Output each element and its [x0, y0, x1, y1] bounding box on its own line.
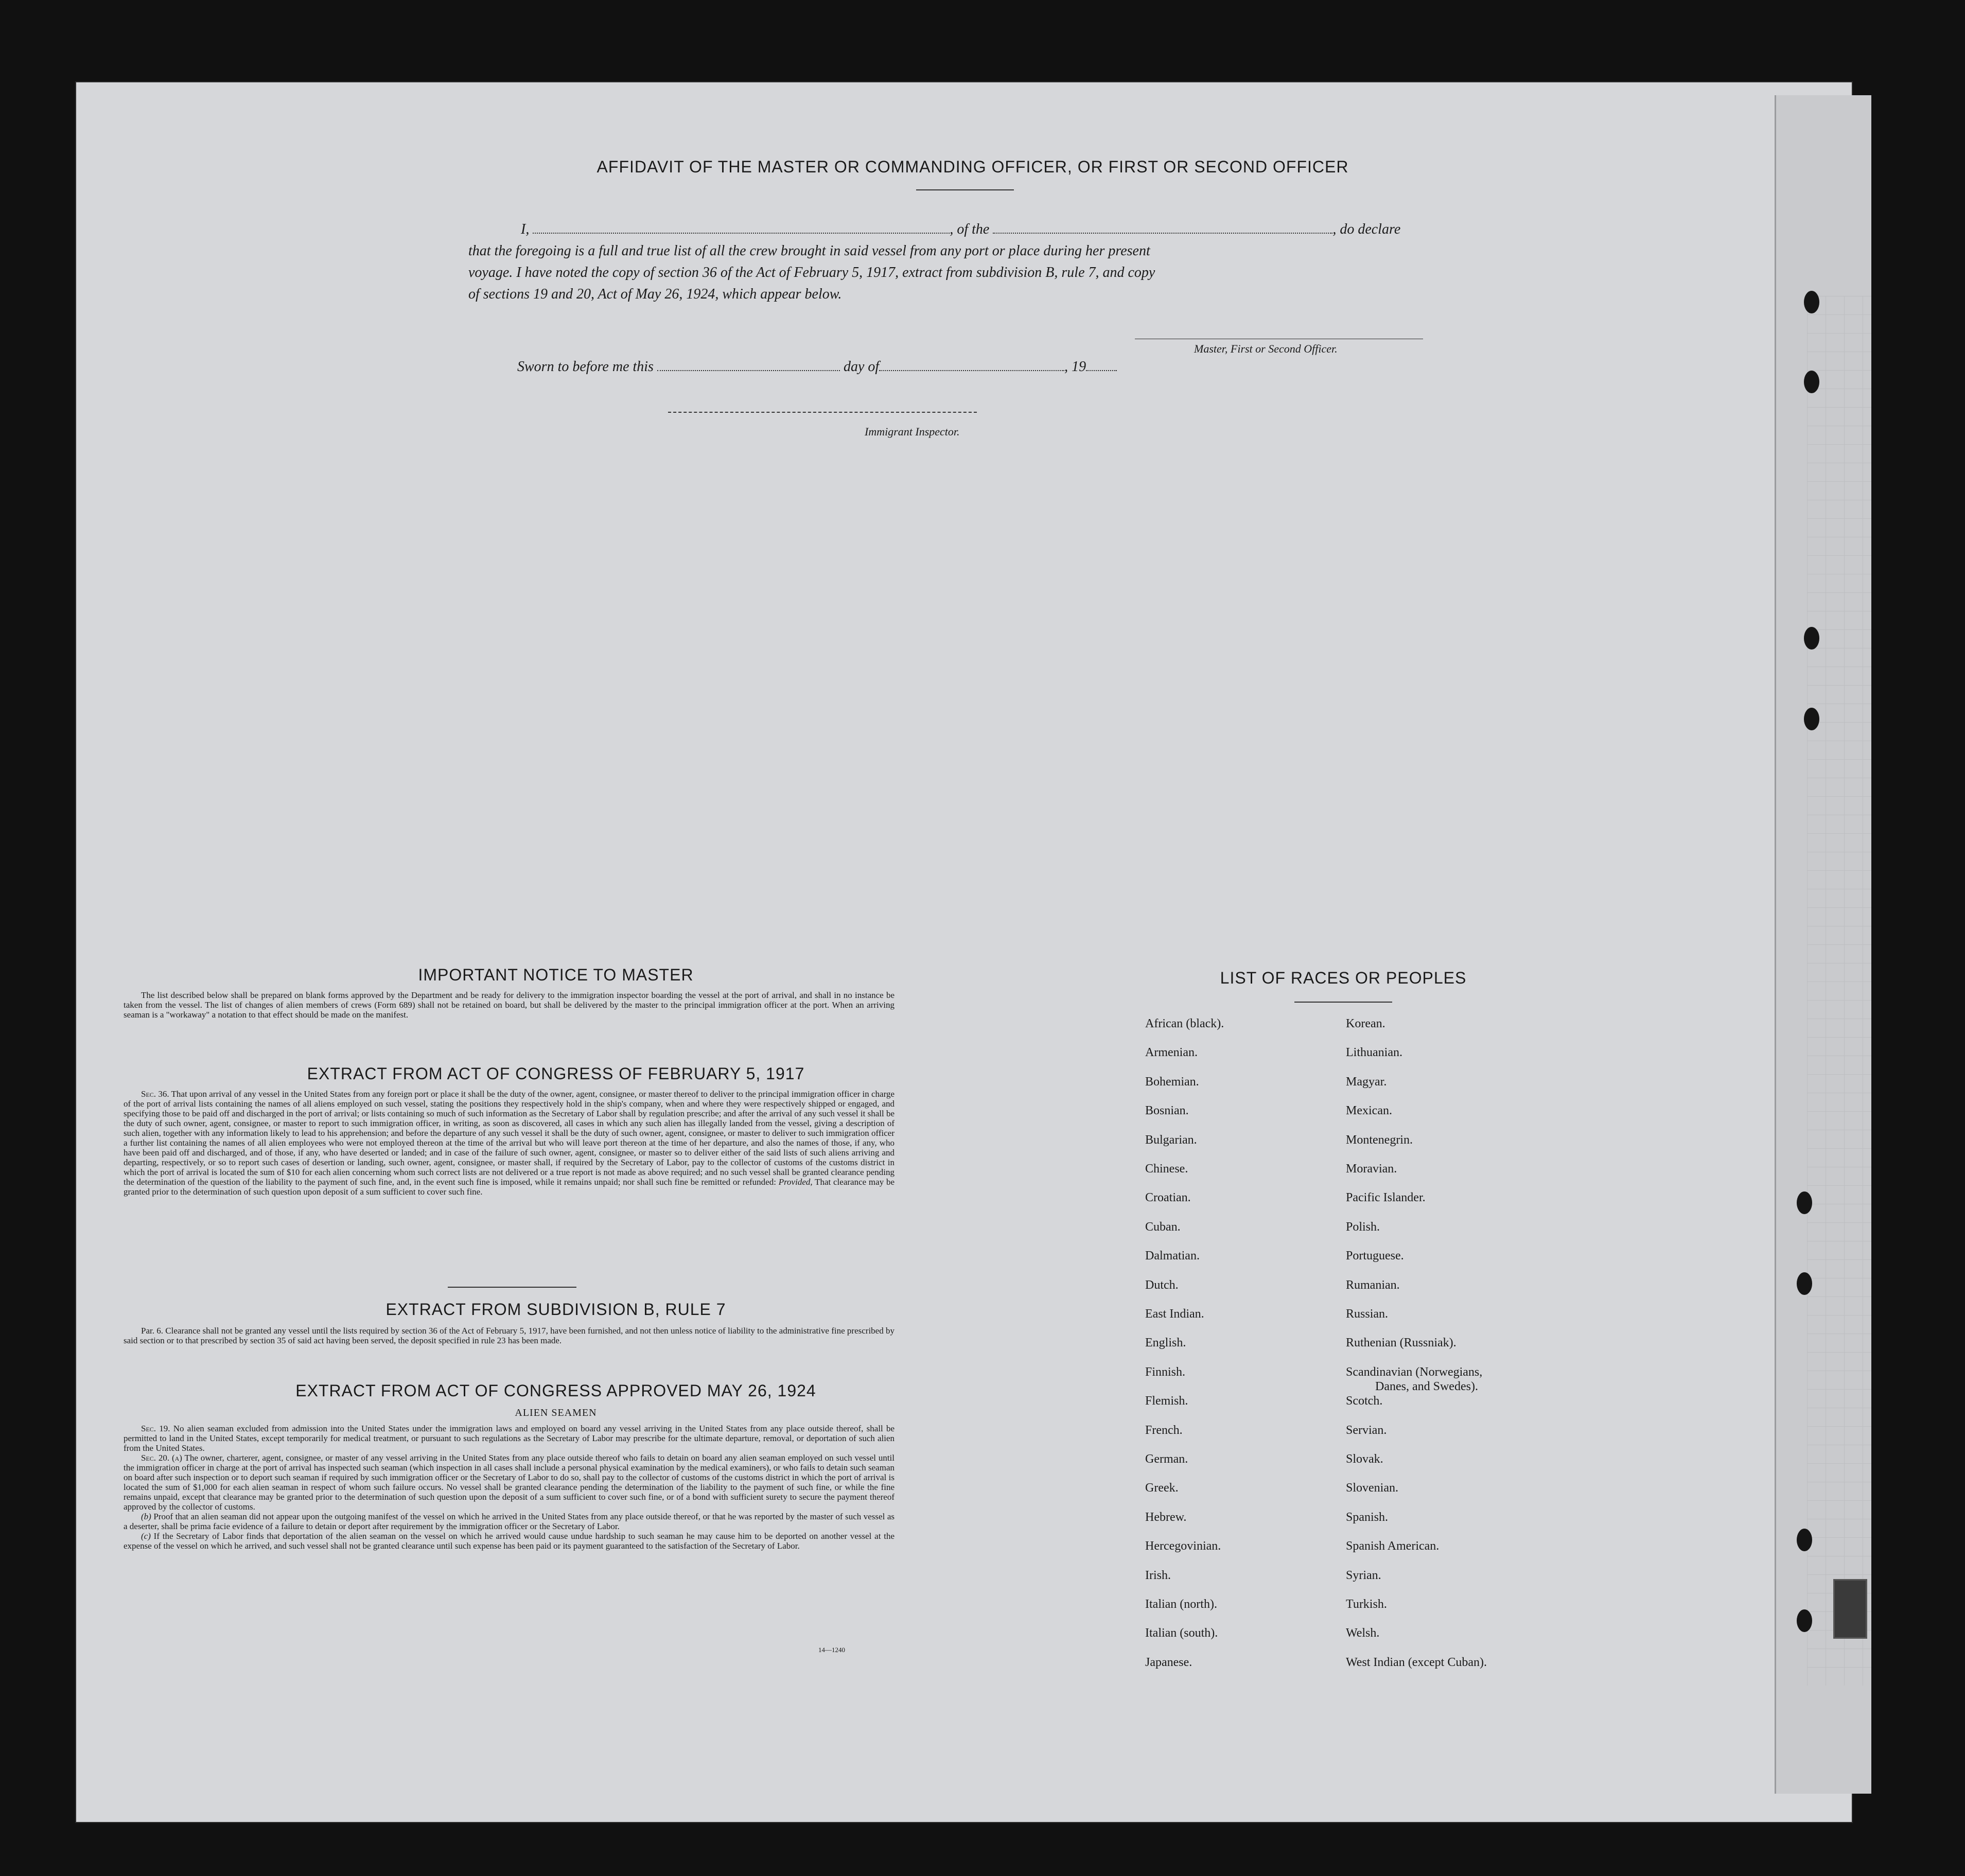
name-blank[interactable]	[533, 233, 950, 234]
month-blank[interactable]	[879, 370, 1064, 371]
day-blank[interactable]	[657, 370, 840, 371]
race-item: West Indian (except Cuban).	[1346, 1655, 1487, 1669]
revenue-stamp-image	[1833, 1579, 1867, 1639]
affidavit-line-1: I, , of the , do declare	[521, 221, 1401, 237]
race-item: Dalmatian.	[1145, 1249, 1200, 1263]
adjacent-crew-list-sheet	[1775, 95, 1871, 1794]
race-item: Italian (south).	[1145, 1626, 1218, 1640]
ruled-grid	[1807, 296, 1871, 1686]
extract-1924-text: Sec. 19. No alien seaman excluded from admission into the United States under the immigration laws and employed on board any vessel arriving in the United States from any place outside thereof, shall be permitted to land in the United States, except temporarily for medical treatment, or pursuant to such regulations as the Secretary of Labor may prescribe for the ultimate departure, removal, or deportation of such alien from the United States. Sec. 20. (a) The owner, charterer, agent, consignee, or master of any vessel arriving in the United States from any place outside thereof who fails to detain on board any alien seaman employed on such vessel until the immigration officer in charge at the port of arrival has inspected such seaman (which inspection in all cases shall include a personal physical examination by the medical examiners), or who fails to detain such seaman on board after such inspection or to deport such seaman if required by such immigration officer or the Secretary of Labor to do so, shall pay to the collector of customs of the customs district in which the port of arrival is located the sum of $1,000 for each alien seaman in respect of whom such failure occurs. No vessel shall be granted clearance pending the determination of the liability to the payment of such fine, or while the fine remains unpaid, except that clearance may be granted prior to the determination of such question upon the deposit of a sum sufficient to cover such fine, or of a bond with sufficient surety to secure the payment thereof approved by the collector of customs. (b) Proof that an alien seaman did not appear upon the outgoing manifest of the vessel on which he arrived in the United States from any place outside thereof, or that he was reported by the master of such vessel as a deserter, shall be prima facie evidence of a failure to detain or deport after requirement by the immigration officer or the Secretary of Labor. (c) If the Secretary of Labor finds that deportation of the alien seaman on the vessel on which he arrived would cause undue hardship to such seaman he may cause him to be deported on another vessel at the expense of the vessel on which he arrived, and such vessel shall not be granted clearance until such expense has been paid or its payment guaranteed to the satisfaction of the Secretary of Labor.	[124, 1424, 894, 1551]
race-item: Irish.	[1145, 1568, 1171, 1582]
extract-1924-title: EXTRACT FROM ACT OF CONGRESS APPROVED MAY 26, 1924	[295, 1381, 816, 1400]
race-item: Turkish.	[1346, 1598, 1387, 1611]
binder-hole	[1804, 291, 1819, 313]
binder-hole	[1804, 708, 1819, 730]
subdivision-text: Par. 6. Clearance shall not be granted any vessel until the lists required by section 36 of the Act of February 5, 1917, have been furnished, and not then unless notice of liability to the administrative fine prescribed by said section or to that prescribed by section 35 of said act having been served, the deposit specified in rule 23 has been made.	[124, 1326, 894, 1345]
race-item: Slovenian.	[1346, 1481, 1398, 1495]
subdivision-title: EXTRACT FROM SUBDIVISION B, RULE 7	[385, 1300, 726, 1319]
binder-hole	[1804, 371, 1819, 393]
race-item: German.	[1145, 1452, 1188, 1466]
race-item: Spanish.	[1346, 1510, 1389, 1524]
notice-title: IMPORTANT NOTICE TO MASTER	[418, 966, 694, 984]
race-item: Finnish.	[1145, 1365, 1186, 1379]
race-item: Scotch.	[1346, 1394, 1383, 1408]
alien-seamen-subtitle: ALIEN SEAMEN	[515, 1407, 597, 1418]
race-item: Dutch.	[1145, 1278, 1179, 1292]
form-number: 14—1240	[818, 1646, 845, 1654]
race-item: Danes, and Swedes).	[1375, 1379, 1478, 1393]
race-item: Russian.	[1346, 1307, 1389, 1321]
race-item: Ruthenian (Russniak).	[1346, 1336, 1457, 1350]
race-item: Mexican.	[1346, 1104, 1392, 1118]
race-item: Polish.	[1346, 1220, 1380, 1234]
race-item: Hebrew.	[1145, 1510, 1187, 1524]
race-item: Hercegovinian.	[1145, 1539, 1221, 1553]
race-item: Welsh.	[1346, 1626, 1380, 1640]
race-item: Bohemian.	[1145, 1075, 1199, 1089]
binder-hole	[1804, 627, 1819, 650]
race-item: Bulgarian.	[1145, 1133, 1197, 1147]
race-item: Moravian.	[1346, 1162, 1397, 1176]
race-item: Montenegrin.	[1346, 1133, 1413, 1147]
race-item: Bosnian.	[1145, 1104, 1189, 1118]
inspector-signature-line[interactable]	[668, 412, 977, 414]
race-item: East Indian.	[1145, 1307, 1204, 1321]
race-item: French.	[1145, 1423, 1183, 1437]
race-item: Portuguese.	[1346, 1249, 1404, 1263]
race-item: Slovak.	[1346, 1452, 1383, 1466]
race-item: Rumanian.	[1346, 1278, 1400, 1292]
vessel-blank[interactable]	[993, 233, 1332, 234]
race-item: Chinese.	[1145, 1162, 1188, 1176]
affidavit-line-3: voyage. I have noted the copy of section 36 of the Act of February 5, 1917, extract from subdivision B, rule 7, and copy	[468, 265, 1155, 280]
year-blank[interactable]	[1086, 370, 1117, 371]
race-item: Armenian.	[1145, 1046, 1198, 1060]
divider	[448, 1287, 576, 1288]
race-item: Flemish.	[1145, 1394, 1188, 1408]
race-item: Korean.	[1346, 1017, 1385, 1030]
notice-text: The list described below shall be prepared on blank forms approved by the Department and be ready for delivery to the immigration inspector boarding the vessel at the port of arrival, and shall in no instance be taken from the vessel. The list of changes of alien members of crews (Form 689) shall not be retained on board, but shall be delivered by the master to the principal immigration officer at the port. When an arriving seaman is a "workaway" a notation to that effect should be made on the manifest.	[124, 990, 894, 1020]
race-item: Scandinavian (Norwegians,	[1346, 1365, 1483, 1379]
races-title: LIST OF RACES OR PEOPLES	[1220, 969, 1467, 987]
race-item: Magyar.	[1346, 1075, 1387, 1089]
race-item: Cuban.	[1145, 1220, 1181, 1234]
signature-caption: Master, First or Second Officer.	[1194, 342, 1338, 355]
affidavit-title: AFFIDAVIT OF THE MASTER OR COMMANDING OFFICER, OR FIRST OR SECOND OFFICER	[596, 157, 1349, 176]
binder-hole	[1797, 1609, 1812, 1632]
divider	[916, 189, 1014, 190]
extract-1917-title: EXTRACT FROM ACT OF CONGRESS OF FEBRUARY 5, 1917	[307, 1064, 805, 1083]
affidavit-line-4: of sections 19 and 20, Act of May 26, 1924, which appear below.	[468, 286, 842, 302]
race-item: African (black).	[1145, 1017, 1224, 1030]
binder-hole	[1797, 1529, 1812, 1551]
form-page	[76, 82, 1852, 1822]
race-item: Greek.	[1145, 1481, 1179, 1495]
binder-hole	[1797, 1272, 1812, 1295]
race-item: Spanish American.	[1346, 1539, 1440, 1553]
affidavit-line-2: that the foregoing is a full and true list of all the crew brought in said vessel from any port or place during her present	[468, 243, 1150, 259]
race-item: Croatian.	[1145, 1191, 1191, 1205]
race-item: Italian (north).	[1145, 1598, 1217, 1611]
inspector-caption: Immigrant Inspector.	[865, 425, 960, 438]
race-item: Servian.	[1346, 1423, 1387, 1437]
race-item: Pacific Islander.	[1346, 1191, 1426, 1205]
race-item: English.	[1145, 1336, 1186, 1350]
binder-hole	[1797, 1191, 1812, 1214]
race-item: Japanese.	[1145, 1655, 1192, 1669]
sworn-line: Sworn to before me this day of , 19	[517, 359, 1117, 375]
race-item: Syrian.	[1346, 1568, 1381, 1582]
race-item: Lithuanian.	[1346, 1046, 1402, 1060]
extract-1917-text: Sec. 36. That upon arrival of any vessel in the United States from any foreign port or place it shall be the duty of the owner, agent, consignee, or master thereof to deliver to the principal immigration officer in charge of the port of arrival lists containing the names of all aliens employed on such vessel, stating the positions they respectively hold in the ship's company, when and where they were respectively shipped or engaged, and specifying those to be paid off and discharged in the port of arrival; or lists containing so much of such information as the Secretary of Labor shall by regulation prescribe; and after the arrival of any such vessel it shall be the duty of such owner, agent, consignee, or master to report to such immigration officer, in writing, as soon as discovered, all cases in which any such alien has illegally landed from the vessel, giving a description of such alien, together with any information likely to lead to his apprehension; and before the departure of any such vessel it shall be the duty of such owner, agent, consignee, or master to deliver to such immigration officer a further list containing the names of all alien employees who were not employed thereon at the time of the arrival but who will leave port thereon at the time of her departure, and also the names of those, if any, who have been paid off and discharged, and of those, if any, who have deserted or landed; and in case of the failure of such owner, agent, consignee, or master so to deliver either of the said lists of such aliens arriving and departing, respectively, or so to report such cases of desertion or landing, such owner, agent, consignee, or master shall, if required by the Secretary of Labor, pay to the collector of customs of the customs district in which the port of arrival is located the sum of $10 for each alien concerning whom such correct lists are not delivered or a true report is not made as above required; and no such vessel shall be granted clearance pending the determination of the question of the liability to the payment of such fine, and, in the event such fine is imposed, while it remains unpaid; nor shall such fine be remitted or refunded: Provided, That clearance may be granted prior to the determination of such question upon deposit of a sum sufficient to cover such fine.	[124, 1089, 894, 1197]
divider	[1294, 1002, 1392, 1003]
